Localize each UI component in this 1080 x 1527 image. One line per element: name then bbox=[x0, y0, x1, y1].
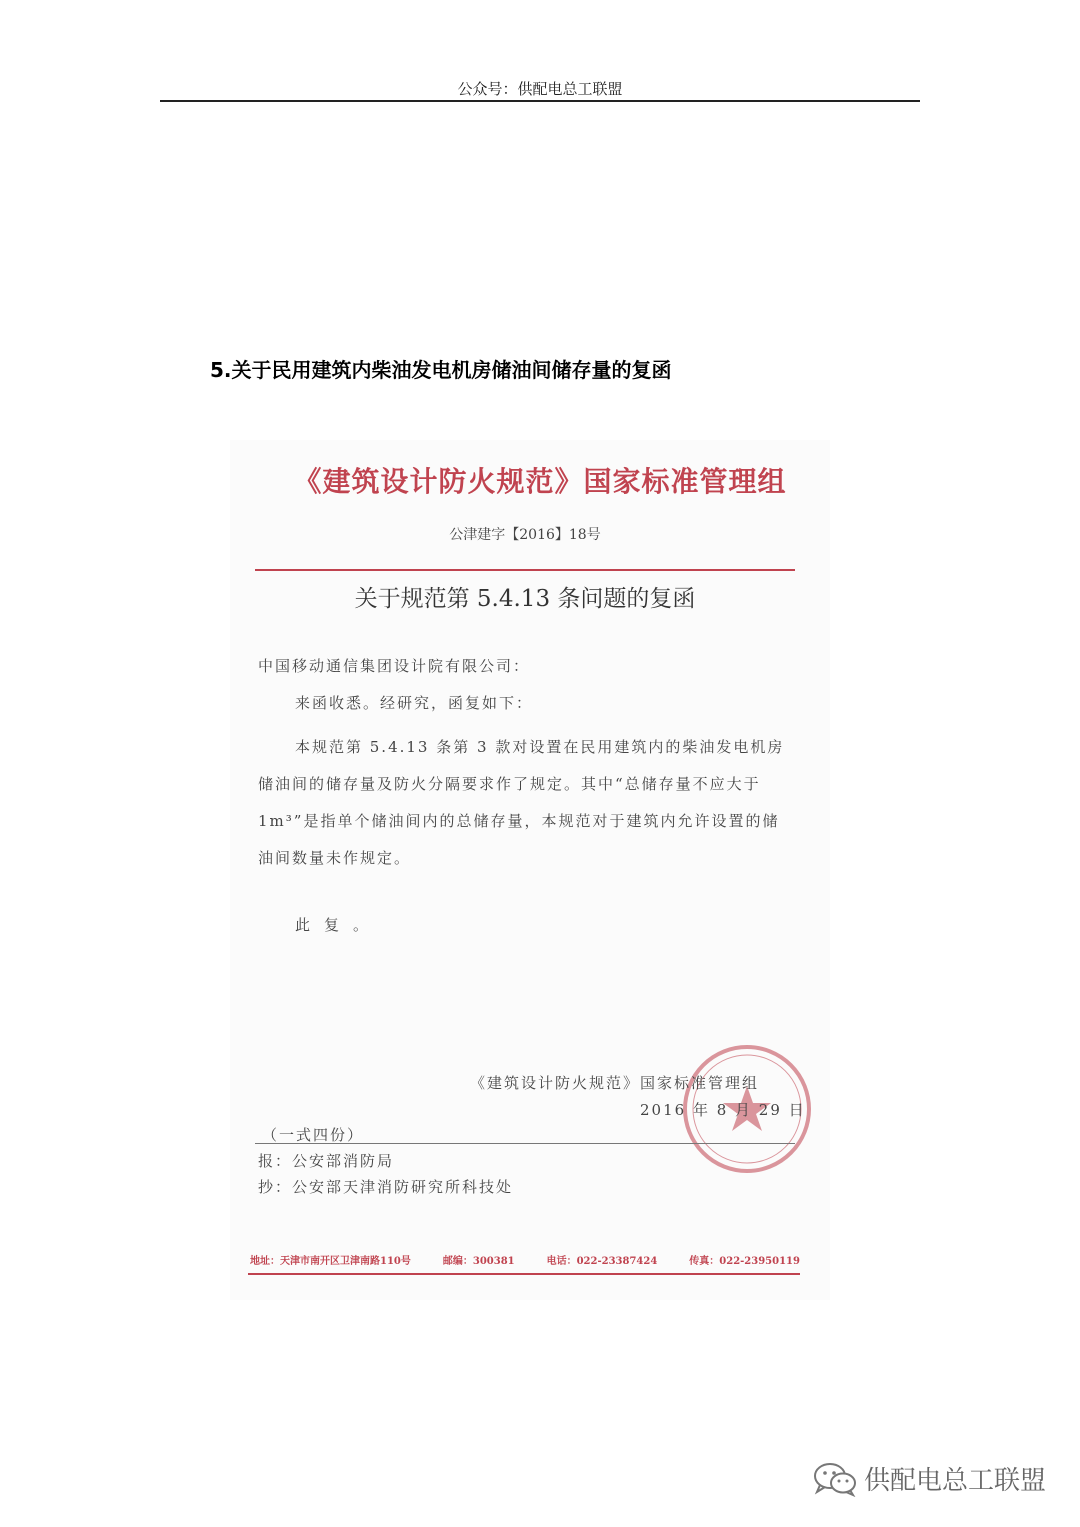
section-title: 5.关于民用建筑内柴油发电机房储油间储存量的复函 bbox=[210, 358, 672, 382]
footer-fax: 传真：022-23950119 bbox=[689, 1256, 800, 1267]
letter-recipient: 中国移动通信集团设计院有限公司： bbox=[258, 657, 531, 675]
letter-doc-number: 公津建字【2016】18号 bbox=[449, 527, 601, 543]
letter-footer-rule bbox=[248, 1273, 800, 1275]
letter-red-rule bbox=[255, 569, 795, 571]
letter-closing: 此复。 bbox=[295, 916, 383, 934]
copies-note: （一式四份） bbox=[262, 1126, 365, 1144]
report-to: 报：公安部消防局 bbox=[258, 1152, 395, 1170]
cc-to: 抄：公安部天津消防研究所科技处 bbox=[258, 1178, 514, 1196]
watermark bbox=[812, 1460, 1046, 1497]
letter-footer-info bbox=[250, 1252, 800, 1267]
header-rule bbox=[160, 100, 920, 102]
watermark-text: 供配电总工联盟 bbox=[864, 1466, 1047, 1496]
wechat-icon bbox=[812, 1461, 858, 1497]
copies-rule bbox=[255, 1143, 795, 1144]
page-header-text: 公众号：供配电总工联盟 bbox=[457, 80, 623, 98]
footer-phone: 电话：022-23387424 bbox=[546, 1256, 658, 1267]
letter-paragraph-2: 本规范第 5.4.13 条第 3 款对设置在民用建筑内的柴油发电机房储油间的储存量及防火分隔要求作了规定。其中“总储存量不应大于 1m³”是指单个储油间内的总储存量，本规范对于建筑内允许设置的储油间数量未作规定。 bbox=[258, 738, 785, 867]
letter-org-title: 《建筑设计防火规范》国家标准管理组 bbox=[293, 465, 787, 498]
letter-paragraph-1: 来函收悉。经研究，函复如下： bbox=[295, 694, 534, 712]
footer-postcode: 邮编：300381 bbox=[442, 1256, 515, 1267]
signature-date: 2016 年 8 月 29 日 bbox=[640, 1101, 806, 1119]
signature-org: 《建筑设计防火规范》国家标准管理组 bbox=[470, 1074, 760, 1092]
letter-title: 关于规范第 5.4.13 条问题的复函 bbox=[354, 586, 696, 612]
footer-address: 地址：天津市南开区卫津南路110号 bbox=[250, 1256, 411, 1267]
